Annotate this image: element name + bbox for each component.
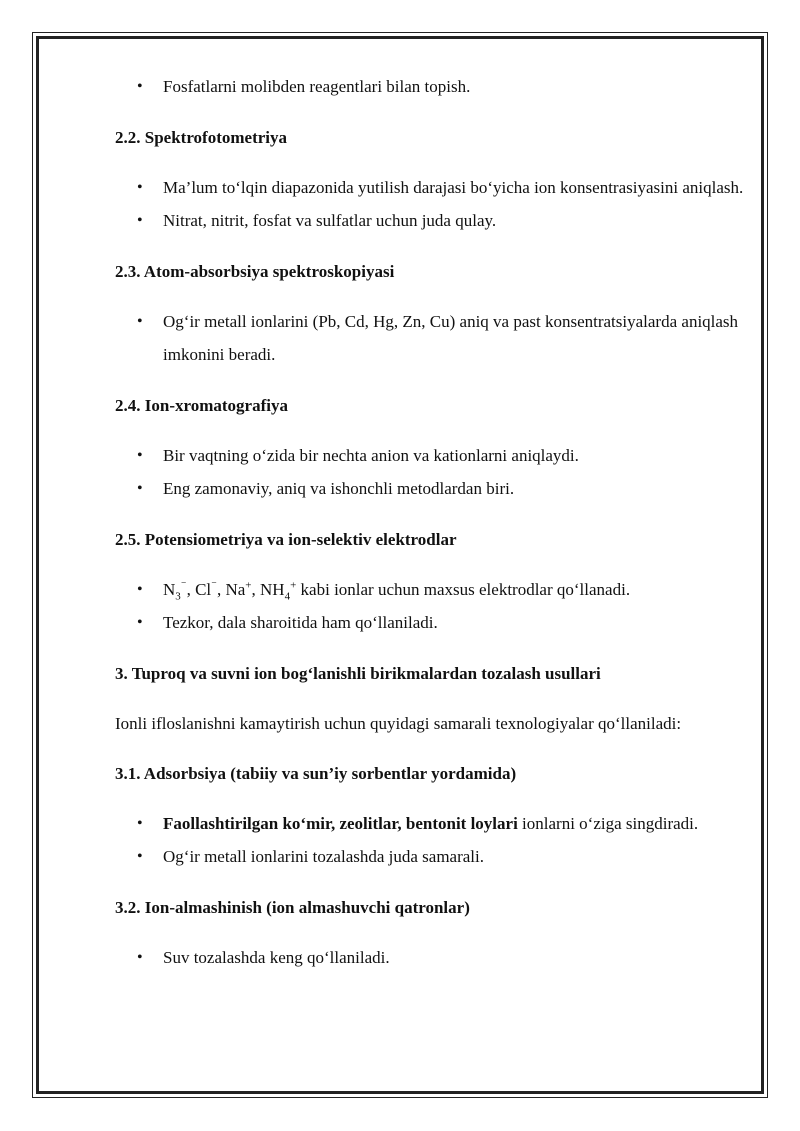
list-item: [115, 807, 745, 840]
superscript: +: [290, 579, 297, 592]
bullet-list: [115, 305, 745, 371]
ion-cl: , Cl: [186, 580, 212, 599]
superscript: ⁻: [180, 579, 187, 592]
section-heading-2-3: 2.3. Atom-absorbsiya spektroskopiyasi: [115, 262, 395, 281]
ion-na: , Na: [216, 580, 246, 599]
list-item: • Fosfatlarni molibden reagentlari bilan topish.: [115, 70, 745, 103]
bullet-list: [115, 807, 745, 873]
bullet-list: [115, 941, 745, 974]
bullet-list: [115, 70, 745, 103]
subscript: 4: [284, 590, 291, 603]
section-heading-2-5: 2.5. Potensiometriya va ion-selektiv elektrodlar: [115, 530, 457, 549]
bullet-list: [115, 171, 745, 237]
bullet-list: [115, 439, 745, 505]
list-item: • Og‘ir metall ionlarini tozalashda juda samarali.: [115, 840, 745, 873]
document-body: [115, 70, 745, 974]
section-heading-3: 3. Tuproq va suvni ion bog‘lanishli birikmalardan tozalash usullari: [115, 664, 601, 683]
list-item: [115, 573, 745, 606]
bold-text: Faollashtirilgan ko‘mir, zeolitlar, bentonit loylari: [163, 814, 518, 833]
section-heading-3-2: 3.2. Ion-almashinish (ion almashuvchi qatronlar): [115, 898, 470, 917]
paragraph: Ionli ifloslanishni kamaytirish uchun quyidagi samarali texnologiyalar qo‘llaniladi:: [115, 714, 682, 733]
ion-n3: N: [163, 580, 176, 599]
section-heading-3-1: 3.1. Adsorbsiya (tabiiy va sun’iy sorbentlar yordamida): [115, 764, 517, 783]
bullet-list: [115, 573, 745, 639]
section-heading-2-4: 2.4. Ion-xromatografiya: [115, 396, 288, 415]
superscript: +: [245, 579, 252, 592]
list-item: • Suv tozalashda keng qo‘llaniladi.: [115, 941, 745, 974]
list-item: • Nitrat, nitrit, fosfat va sulfatlar uchun juda qulay.: [115, 204, 745, 237]
list-item: • Bir vaqtning o‘zida bir nechta anion va kationlarni aniqlaydi.: [115, 439, 745, 472]
list-item: • Ma’lum to‘lqin diapazonida yutilish darajasi bo‘yicha ion konsentrasiyasini aniqlash.: [115, 171, 745, 204]
section-heading-2-2: 2.2. Spektrofotometriya: [115, 128, 288, 147]
list-item-text: kabi ionlar uchun maxsus elektrodlar qo‘llanadi.: [296, 580, 631, 599]
list-item: • Og‘ir metall ionlarini (Pb, Cd, Hg, Zn, Cu) aniq va past konsentratsiyalarda aniqlash imkonini beradi.: [115, 305, 745, 371]
subscript: 3: [175, 590, 181, 603]
list-item: • Eng zamonaviy, aniq va ishonchli metodlardan biri.: [115, 472, 745, 505]
superscript: ⁻: [211, 579, 217, 592]
ion-nh4: , NH: [251, 580, 285, 599]
list-item: • Tezkor, dala sharoitida ham qo‘llaniladi.: [115, 606, 745, 639]
list-item-text: ionlarni o‘ziga singdiradi.: [517, 814, 699, 833]
